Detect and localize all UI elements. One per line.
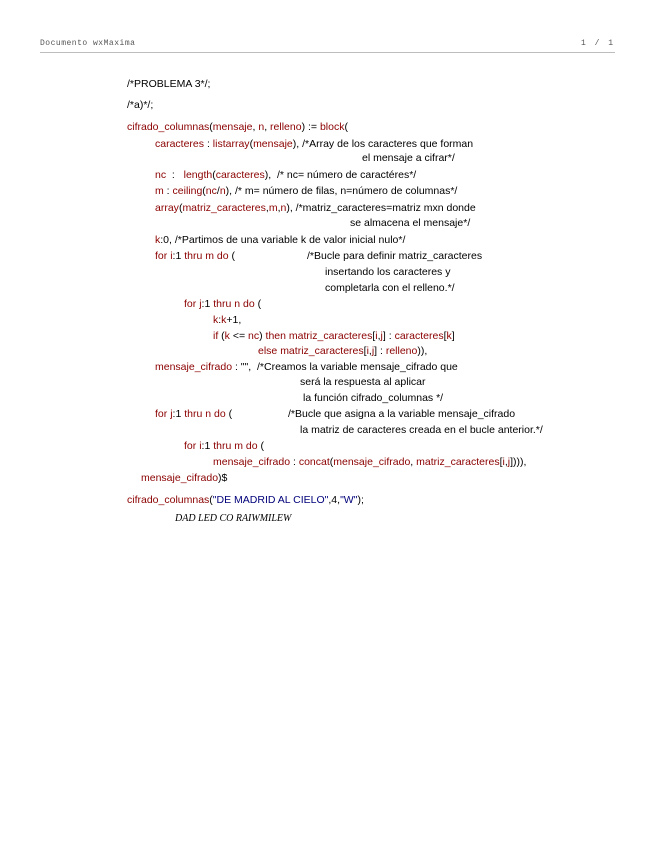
code-line-24: mensaje_cifrado : concat(mensaje_cifrado, matriz_caracteres[i,j]))), <box>213 456 527 468</box>
code-line-26: cifrado_columnas("DE MADRID AL CIELO",4,"W"); <box>127 494 364 506</box>
code-line-5: el mensaje a cifrar*/ <box>362 152 455 164</box>
code-line-7: m : ceiling(nc/n), /* m= número de filas, n=número de columnas*/ <box>155 185 458 197</box>
code-line-11: for i:1 thru m do ( <box>155 250 236 262</box>
code-line-13: completarla con el relleno.*/ <box>325 282 455 294</box>
output-result: DAD LED CO RAIWMILEW <box>175 513 292 524</box>
code-line-21-comment: /*Bucle que asigna a la variable mensaje_cifrado <box>288 408 516 420</box>
code-line-6: nc : length(caracteres), /* nc= número de caractéres*/ <box>155 169 417 181</box>
code-line-19: será la respuesta al aplicar <box>300 376 426 388</box>
code-line-4: caracteres : listarray(mensaje), /*Array de los caracteres que forman <box>155 138 474 150</box>
code-line-1: /*PROBLEMA 3*/; <box>127 78 211 90</box>
code-line-18: mensaje_cifrado : "", /*Creamos la variable mensaje_cifrado que <box>155 361 458 373</box>
code-line-2: /*a)*/; <box>127 99 154 111</box>
code-line-17: else matriz_caracteres[i,j] : relleno)), <box>258 345 428 357</box>
code-line-9: se almacena el mensaje*/ <box>350 217 471 229</box>
document-title: Documento wxMaxima <box>40 39 136 48</box>
code-line-21: for j:1 thru n do ( <box>155 408 233 420</box>
code-line-11-comment: /*Bucle para definir matriz_caracteres <box>307 250 483 262</box>
code-line-16: if (k <= nc) then matriz_caracteres[i,j] : caracteres[k] <box>213 330 455 342</box>
code-line-25: mensaje_cifrado)$ <box>141 472 228 484</box>
code-line-12: insertando los caracteres y <box>325 266 451 278</box>
code-line-10: k:0, /*Partimos de una variable k de valor inicial nulo*/ <box>155 234 406 246</box>
code-line-3: cifrado_columnas(mensaje, n, relleno) := block( <box>127 121 348 133</box>
code-line-23: for i:1 thru m do ( <box>184 440 265 452</box>
code-line-20: la función cifrado_columnas */ <box>303 392 444 404</box>
code-line-8: array(matriz_caracteres,m,n), /*matriz_caracteres=matriz mxn donde <box>155 202 476 214</box>
code-line-14: for j:1 thru n do ( <box>184 298 262 310</box>
page-number: 1 / 1 <box>580 39 615 48</box>
code-line-15: k:k+1, <box>213 314 242 326</box>
code-line-22: la matriz de caracteres creada en el bucle anterior.*/ <box>300 424 543 436</box>
